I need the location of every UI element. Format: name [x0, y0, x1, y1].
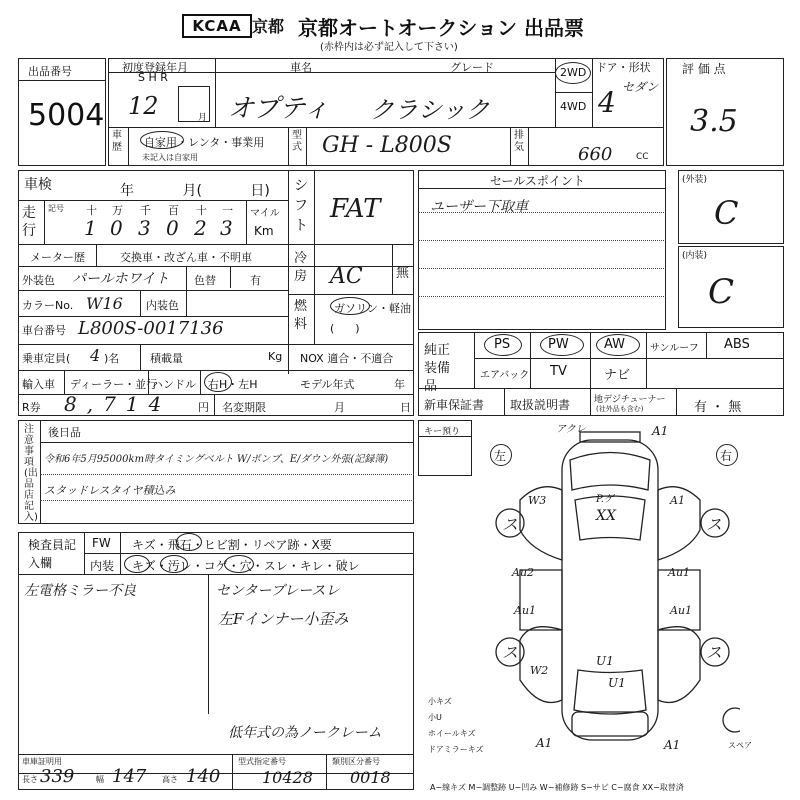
meter-label: メーター歴 [30, 251, 85, 264]
recycle-label: R券 [22, 401, 41, 414]
reg-year[interactable]: 12 [128, 92, 159, 120]
inspector-interior: 内装 [90, 559, 115, 573]
equip-airbag[interactable]: エアバック [480, 370, 530, 381]
import-label: 輸入車 [22, 378, 55, 391]
equip-label: 純正装備品 [424, 343, 451, 394]
door-shape[interactable]: セダン [622, 80, 659, 94]
displacement-label: 排気 [514, 130, 524, 153]
capacity-label: 乗車定員( [22, 352, 71, 365]
month-unit: 月 [198, 113, 208, 123]
rating-label: 評 価 点 [682, 62, 726, 76]
notes-line2[interactable]: スタッドレスタイヤ積込み [44, 484, 176, 497]
nox-label[interactable]: NOX 適合・不適合 [300, 352, 394, 365]
mark-w3: W3 [528, 494, 547, 507]
inspector-fw-items[interactable]: キズ・飛石・ヒビ割・リペア跡・X要 [132, 538, 332, 552]
import-options[interactable]: ディーラー・並行 [70, 378, 158, 391]
remark2[interactable]: センターブレースレ [216, 583, 340, 599]
door-value[interactable]: 4 [598, 86, 616, 119]
mark-u1-b: U1 [608, 676, 626, 690]
cc-unit: CC [636, 152, 649, 162]
logo-city: 京都 [252, 17, 285, 36]
mileage-digit-0[interactable]: 1 [84, 216, 97, 240]
page-subtitle: (赤枠内は必ず記入して下さい) [320, 42, 458, 53]
grade-label: グレード [450, 61, 494, 74]
equip-abs[interactable]: ABS [724, 337, 750, 352]
mark-pge: P.ゲ [596, 494, 614, 505]
car-diagram [480, 420, 740, 760]
ac-label: 冷房 [294, 251, 308, 284]
equip-yesno[interactable]: 有 ・ 無 [694, 400, 742, 415]
mark-s-2: ス [706, 515, 723, 534]
mileage-symbol: 記号 [48, 204, 64, 213]
mileage-digit-4[interactable]: 2 [194, 216, 207, 240]
mark-w2: W2 [530, 664, 549, 677]
equip-ps[interactable]: PS [494, 337, 511, 352]
digit-head-2: 千 [140, 204, 151, 217]
mark-s-1: ス [502, 515, 519, 534]
digit-head-1: 万 [112, 204, 123, 217]
cert-label: 車庫証明用 [22, 757, 62, 766]
lot-number[interactable]: 5004 [28, 98, 105, 133]
mark-front: アクレ [556, 424, 586, 435]
selling-box [418, 170, 666, 330]
equip-navi[interactable]: ナビ [604, 368, 631, 383]
equip-tv[interactable]: TV [550, 364, 567, 379]
load-label: 積載量 [150, 352, 183, 365]
capacity[interactable]: 4 [90, 346, 101, 365]
equip-pw[interactable]: PW [548, 337, 569, 352]
digit-head-3: 百 [168, 204, 179, 217]
lot-label: 出品番号 [28, 65, 72, 78]
equip-aw[interactable]: AW [604, 337, 626, 352]
equip-tuner[interactable]: 地デジチューナー [594, 395, 666, 405]
mark-s-3: ス [502, 643, 519, 662]
inspector-interior-items[interactable]: キズ・汚レ・コゲ・穴・スレ・キレ・破レ [132, 559, 360, 573]
width-value[interactable]: 147 [112, 766, 147, 787]
mark-a1-right: A1 [670, 494, 685, 507]
inspection-label: 車検 [24, 177, 52, 193]
color-change-value[interactable]: 有 [250, 274, 261, 287]
key-label: キー預り [424, 427, 461, 437]
recycle-unit: 円 [198, 401, 209, 414]
damage-legend: A−線キズ M−調整跡 U−凹み W−補修跡 S−サビ C−腐食 XX−取替済 [430, 783, 684, 792]
mileage-digit-5[interactable]: 3 [220, 216, 233, 240]
handle-label: ハンドル [152, 378, 196, 391]
car-name[interactable]: オプティ [228, 94, 330, 124]
displacement[interactable]: 660 [578, 144, 613, 165]
fuel-paren: ( ) [330, 322, 360, 335]
fuel-label: 燃料 [294, 299, 308, 332]
color-value[interactable]: パールホワイト [72, 271, 170, 287]
door-label: ドア・形状 [596, 61, 651, 74]
left-label: 左 [494, 449, 507, 463]
meter-options[interactable]: 交換車・改ざん車・不明車 [120, 251, 252, 264]
ac-none[interactable]: 無 [396, 266, 410, 281]
notes-line1[interactable]: 令和6年5月95000km時タイミングベルト W/ポンプ、E/ダウン外張(記録簿) [44, 454, 389, 465]
mark-au1-right: Au1 [668, 566, 691, 579]
first-reg-label: 初度登録年月 [122, 61, 188, 74]
transfer-day: 日 [400, 401, 411, 414]
transfer-month: 月 [334, 401, 345, 414]
mark-front-a1: A1 [652, 424, 669, 438]
inspection-fields[interactable]: 年 月( 日) [120, 183, 270, 199]
page-title: 京都オートオークション 出品票 [298, 16, 584, 40]
legend-small: 小キズ [428, 697, 452, 706]
legend-wheel: ホイールキズ [428, 729, 476, 738]
model-value[interactable]: GH - L800S [322, 133, 452, 158]
mark-xx: XX [596, 508, 616, 524]
transfer-label: 名変期限 [222, 401, 266, 414]
equip-manual[interactable]: 取扱説明書 [510, 398, 571, 412]
mileage-label: 走行 [22, 205, 36, 239]
ac-value[interactable]: AC [330, 264, 363, 289]
height-label: 高さ [162, 775, 178, 784]
shift-value[interactable]: FAT [330, 194, 381, 224]
shift-label: シフト [294, 178, 308, 234]
class-no-label: 類別区分番号 [332, 757, 380, 766]
selling-line1[interactable]: ユーザー下取車 [430, 199, 528, 215]
digit-head-0: 十 [86, 204, 97, 217]
mark-a1-rear-l: A1 [536, 736, 553, 750]
fuel-options[interactable]: ガソリン・軽油 [334, 302, 411, 315]
mark-a1-rear-r: A1 [664, 738, 681, 752]
chassis[interactable]: L800S-0017136 [78, 318, 224, 339]
equip-sunroof[interactable]: サンルーフ [650, 343, 699, 354]
type-no-label: 型式指定番号 [238, 757, 286, 766]
history-options[interactable]: 自家用・レンタ・事業用 [144, 136, 265, 149]
digit-head-4: 十 [196, 204, 207, 217]
color-no[interactable]: W16 [86, 294, 123, 313]
rating[interactable]: 3.5 [690, 104, 738, 139]
color-no-label: カラーNo. [22, 299, 74, 312]
selling-label: セールスポイント [490, 174, 585, 188]
model-year-label: モデル年式 [300, 378, 355, 391]
history-note: 未記入は自家用 [142, 153, 198, 162]
capacity-unit: )名 [104, 352, 120, 365]
class-no[interactable]: 0018 [350, 768, 391, 787]
notes-label: 注意事項(出品店記入) [24, 424, 38, 523]
mileage-digit-3[interactable]: 0 [166, 216, 179, 240]
mileage-unit[interactable]: Km [254, 224, 274, 238]
drive-2wd[interactable]: 2WD [560, 66, 587, 79]
color-change-label: 色替 [194, 274, 216, 287]
right-label: 右 [720, 449, 733, 463]
era-options: S H R [138, 71, 168, 84]
equip-warranty[interactable]: 新車保証書 [424, 398, 485, 412]
after-label: 後日品 [48, 426, 81, 439]
drive-4wd[interactable]: 4WD [560, 100, 587, 113]
interior-color-label: 内装色 [146, 299, 179, 312]
inspector-fw: FW [92, 536, 111, 550]
grade[interactable]: クラシック [370, 96, 490, 124]
height-value[interactable]: 140 [186, 766, 221, 787]
exterior-label: (外装) [682, 175, 708, 185]
remark4[interactable]: 低年式の為ノークレーム [228, 725, 382, 741]
load-unit: Kg [268, 350, 283, 363]
interior-label: (内装) [682, 251, 708, 261]
mark-s-4: ス [706, 643, 723, 662]
mileage-digit-2[interactable]: 3 [138, 216, 151, 240]
length-label: 長さ [22, 775, 38, 784]
digit-head-5: 一 [222, 204, 233, 217]
mark-au1-right2: Au1 [670, 604, 693, 617]
history-label: 車歴 [112, 130, 122, 153]
chassis-label: 車台番号 [22, 324, 66, 337]
model-label: 型式 [292, 130, 302, 153]
type-no[interactable]: 10428 [262, 768, 313, 787]
remark3[interactable]: 左Fインナー小歪み [218, 610, 349, 628]
legend-dent: 小U [428, 713, 442, 722]
legend-mirror: ドアミラーキズ [428, 745, 484, 754]
mileage-digit-1[interactable]: 0 [110, 216, 123, 240]
car-name-label: 車名 [290, 61, 312, 74]
mileage-unit-label: マイル [250, 208, 280, 219]
color-label: 外装色 [22, 274, 55, 287]
remark1[interactable]: 左電格ミラー不良 [24, 583, 136, 599]
exterior-grade[interactable]: C [714, 194, 739, 232]
mark-au2: Au2 [512, 566, 535, 579]
equip-tuner-note: (社外品も含む) [596, 405, 644, 413]
mark-au1-left: Au1 [514, 604, 537, 617]
spare-label: スペア [728, 741, 752, 750]
mark-u1-a: U1 [596, 654, 614, 668]
inspector-label: 検査員記入欄 [28, 538, 77, 570]
kcaa-logo: KCAA [182, 14, 252, 38]
interior-grade[interactable]: C [708, 272, 735, 312]
length-value[interactable]: 339 [40, 766, 75, 787]
handle-options[interactable]: 右H・左H [208, 378, 258, 391]
width-label: 幅 [96, 775, 104, 784]
recycle-value[interactable]: 8,714 [64, 392, 172, 416]
model-year-unit: 年 [394, 378, 405, 391]
